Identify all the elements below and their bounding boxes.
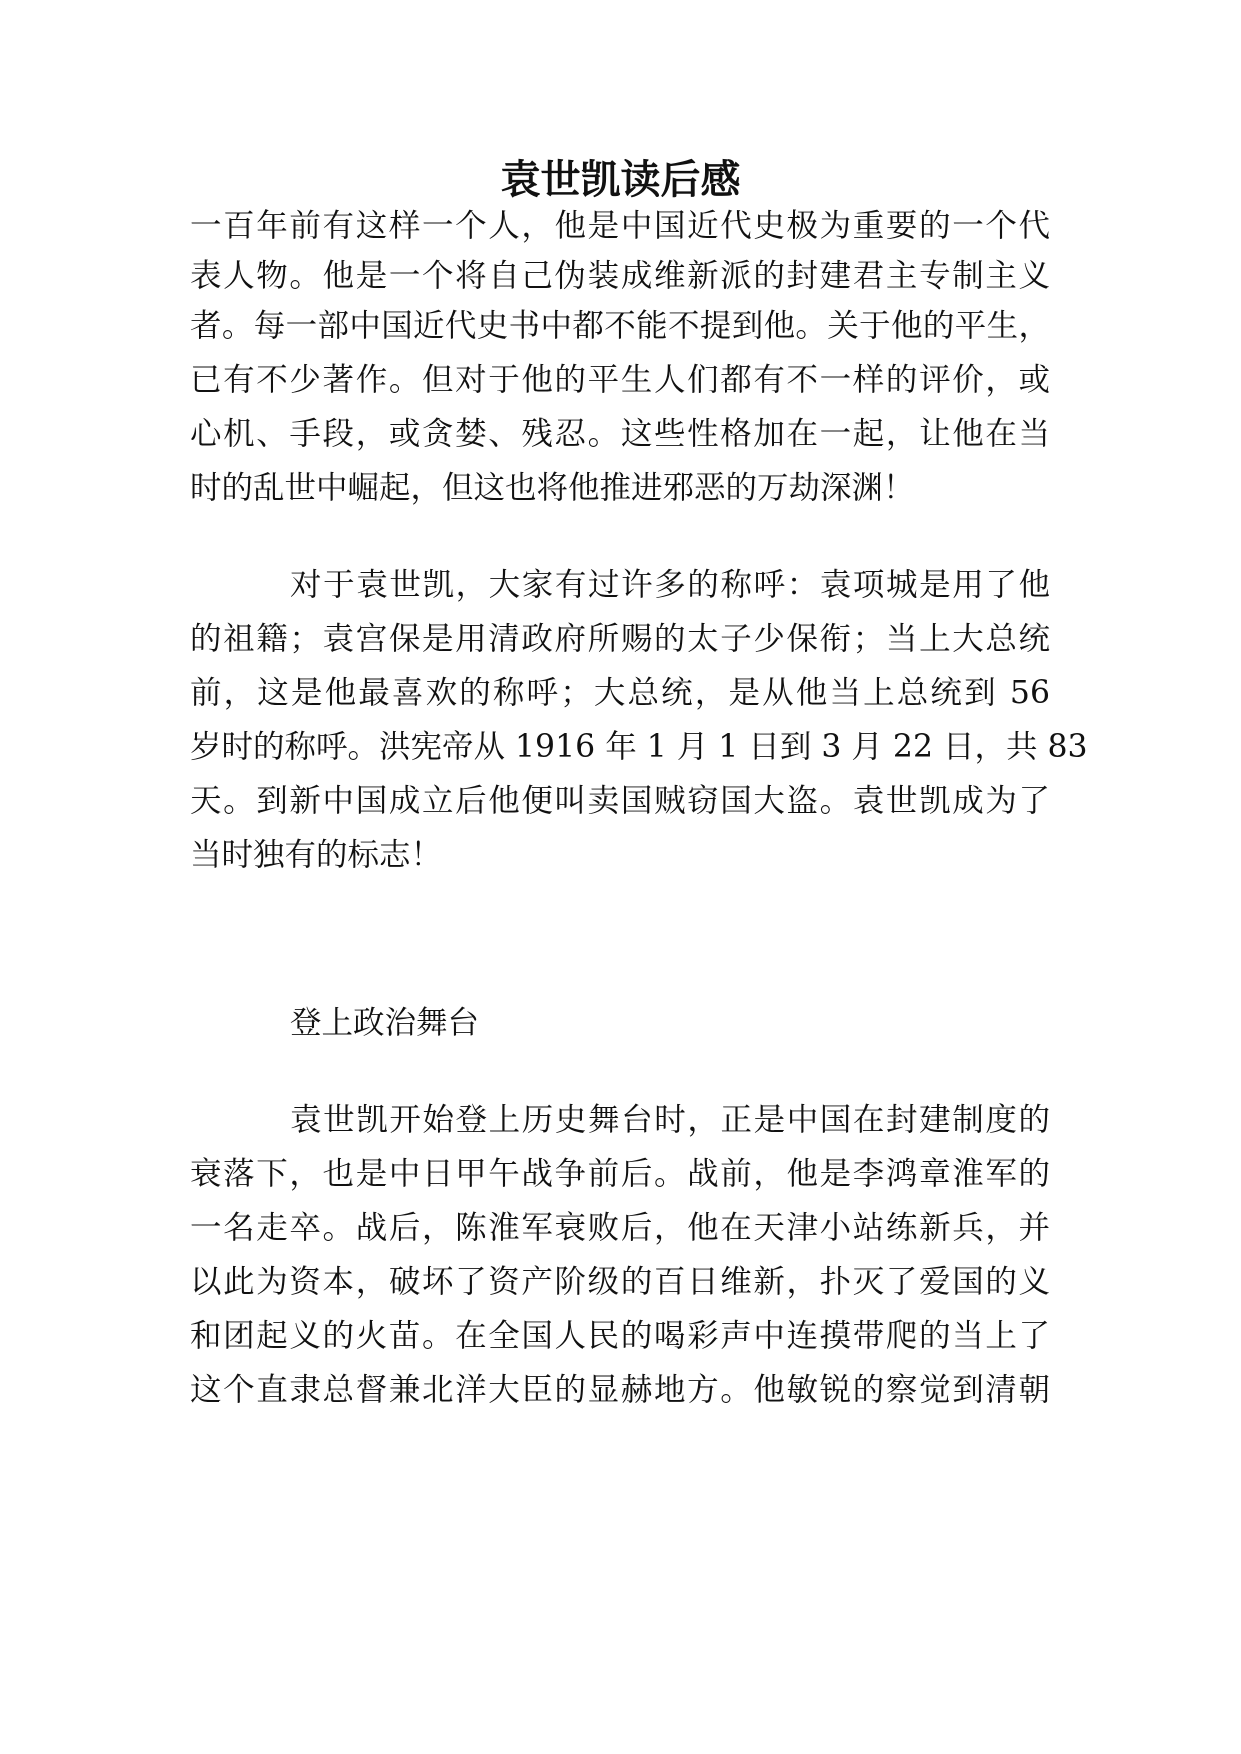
paragraph-2-line-5: 天。到新中国成立后他便叫卖国贼窃国大盗。袁世凯成为了 xyxy=(190,783,1050,819)
document-title: 袁世凯读后感 xyxy=(500,157,741,203)
section-heading: 登上政治舞台 xyxy=(290,1005,480,1041)
paragraph-2-line-3: 前，这是他最喜欢的称呼；大总统，是从他当上总统到 56 xyxy=(190,675,1050,711)
paragraph-3-line-1: 袁世凯开始登上历史舞台时，正是中国在封建制度的 xyxy=(290,1102,1050,1138)
paragraph-1-line-3: 者。每一部中国近代史书中都不能不提到他。关于他的平生， xyxy=(190,308,1050,344)
paragraph-3-line-3: 一名走卒。战后，陈淮军衰败后，他在天津小站练新兵，并 xyxy=(190,1210,1050,1246)
paragraph-3-line-6: 这个直隶总督兼北洋大臣的显赫地方。他敏锐的察觉到清朝 xyxy=(190,1372,1050,1408)
paragraph-1-line-4: 已有不少著作。但对于他的平生人们都有不一样的评价，或 xyxy=(190,362,1050,398)
paragraph-3-line-2: 衰落下，也是中日甲午战争前后。战前，他是李鸿章淮军的 xyxy=(190,1156,1050,1192)
paragraph-2-line-1: 对于袁世凯，大家有过许多的称呼：袁项城是用了他 xyxy=(290,567,1050,603)
paragraph-1-line-6: 时的乱世中崛起，但这也将他推进邪恶的万劫深渊！ xyxy=(190,470,915,506)
paragraph-1-line-2: 表人物。他是一个将自己伪装成维新派的封建君主专制主义 xyxy=(190,258,1050,294)
paragraph-1-line-5: 心机、手段，或贪婪、残忍。这些性格加在一起，让他在当 xyxy=(190,416,1050,452)
paragraph-2-line-2: 的祖籍；袁宫保是用清政府所赐的太子少保衔；当上大总统 xyxy=(190,621,1050,657)
paragraph-1-line-1: 一百年前有这样一个人，他是中国近代史极为重要的一个代 xyxy=(190,208,1050,244)
paragraph-2-line-6: 当时独有的标志！ xyxy=(190,837,443,873)
paragraph-3-line-5: 和团起义的火苗。在全国人民的喝彩声中连摸带爬的当上了 xyxy=(190,1318,1050,1354)
paragraph-3-line-4: 以此为资本，破坏了资产阶级的百日维新，扑灭了爱国的义 xyxy=(190,1264,1050,1300)
paragraph-2-line-4: 岁时的称呼。洪宪帝从 1916 年 1 月 1 日到 3 月 22 日，共 83 xyxy=(190,729,1088,765)
